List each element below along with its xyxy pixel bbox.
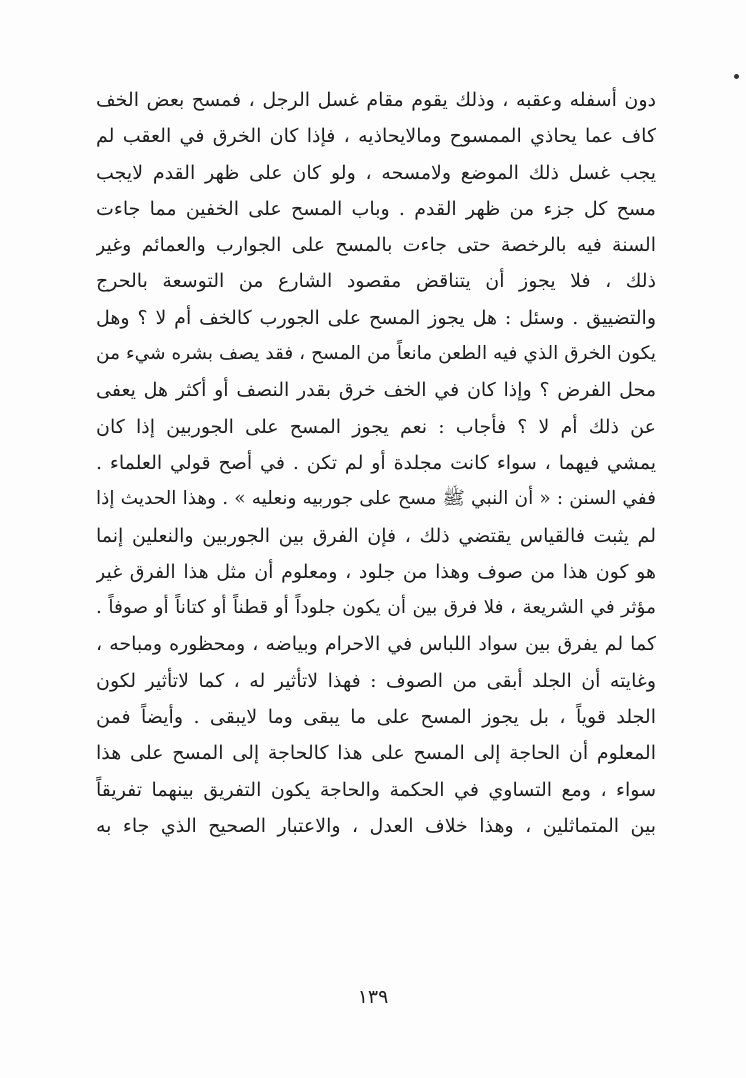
text-line: يمشي فيهما ، سواء كانت مجلدة أو لم تكن . في أصح قولي العلماء . xyxy=(96,451,656,474)
text-line: كاف عما يحاذي الممسوح ومالايحاذيه ، فإذا كان الخرق في العقب لم xyxy=(96,125,656,148)
page-number: ١٣٩ xyxy=(357,986,389,1008)
body-text xyxy=(96,82,656,844)
text-line: وغايته أن الجلد أبقى من الصوف : فهذا لاتأثير له ، كما لاتأثير لكون xyxy=(96,669,656,692)
text-line: الجلد قوياً ، بل يجوز المسح على ما يبقى وما لايبقى . وأيضاً فمن xyxy=(96,706,656,729)
text-line: مؤثر في الشريعة ، فلا فرق بين أن يكون جلوداً أو قطناً أو كتاناً أو صوفاً . xyxy=(96,597,656,619)
text-line: محل الفرض ؟ وإذا كان في الخف خرق بقدر النصف أو أكثر هل يعفى xyxy=(96,379,656,402)
text-line: بين المتماثلين ، وهذا خلاف العدل ، والاعتبار الصحيح الذي جاء به xyxy=(96,814,656,837)
text-line: دون أسفله وعقبه ، وذلك يقوم مقام غسل الرجل ، فمسح بعض الخف xyxy=(96,89,656,111)
text-line: ففي السنن : « أن النبي ﷺ مسح على جوربيه ونعليه » . وهذا الحديث إذا xyxy=(96,488,656,510)
text-line: ذلك ، فلا يجوز أن يتناقض مقصود الشارع من التوسعة بالحرج xyxy=(96,270,656,293)
text-line: هو كون هذا من صوف وهذا من جلود ، ومعلوم أن مثل هذا الفرق غير xyxy=(96,560,656,583)
text-line: سواء ، ومع التساوي في الحكمة والحاجة يكون التفريق بينهما تفريقاً xyxy=(96,778,656,801)
margin-mark xyxy=(734,74,739,79)
text-line: لم يثبت فالقياس يقتضي ذلك ، فإن الفرق بين الجوربين والنعلين إنما xyxy=(96,524,656,547)
text-line: المعلوم أن الحاجة إلى المسح على هذا كالحاجة إلى المسح على هذا xyxy=(96,742,656,765)
text-line: والتضييق . وسئل : هل يجوز المسح على الجورب كالخف أم لا ؟ وهل xyxy=(96,306,656,329)
text-line: يجب غسل ذلك الموضع ولامسحه ، ولو كان على ظهر القدم لايجب xyxy=(96,161,656,184)
text-line: كما لم يفرق بين سواد اللباس في الاحرام وبياضه ، ومحظوره ومباحه ، xyxy=(96,633,656,656)
text-line: السنة فيه بالرخصة حتى جاءت بالمسح على الجوارب والعمائم وغير xyxy=(96,234,656,257)
text-line: يكون الخرق الذي فيه الطعن مانعاً من المسح ، فقد يصف بشره شيء من xyxy=(96,343,656,365)
text-line: عن ذلك أم لا ؟ فأجاب : نعم يجوز المسح على الجوربين إذا كان xyxy=(96,415,656,438)
text-line: مسح كل جزء من ظهر القدم . وباب المسح على الخفين مما جاءت xyxy=(96,197,656,220)
